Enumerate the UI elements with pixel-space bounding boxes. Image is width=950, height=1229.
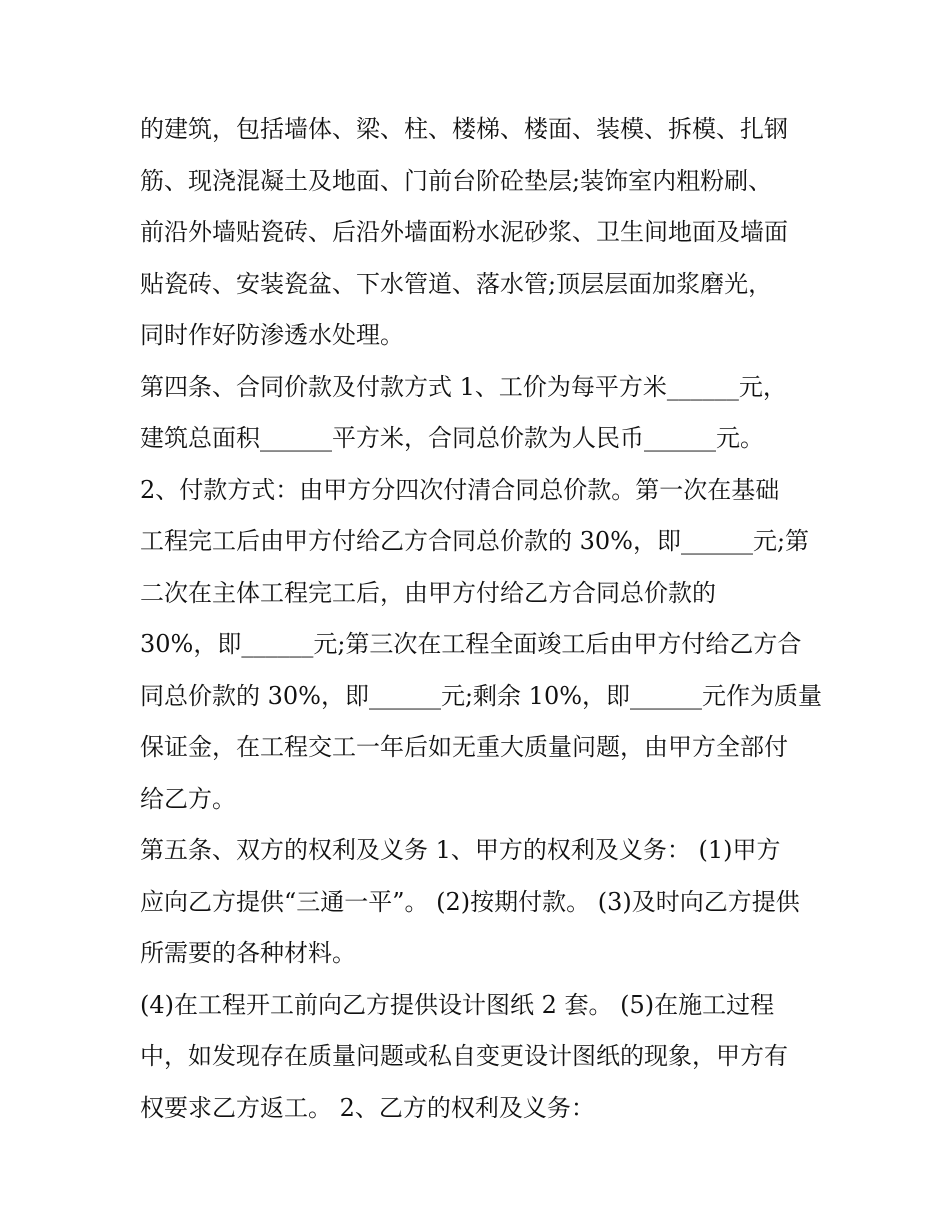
text-line: 同总价款的 30%，即______元;剩余 10%，即______元作为质量	[140, 681, 823, 710]
text-line: 二次在主体工程完工后，由甲方付给乙方合同总价款的	[140, 578, 716, 607]
text-line: 应向乙方提供“三通一平”。 (2)按期付款。 (3)及时向乙方提供	[140, 887, 800, 916]
payment-method-line: 2、付款方式：由甲方分四次付清合同总价款。第一次在基础	[140, 475, 780, 504]
article-four-heading-line: 第四条、合同价款及付款方式 1、工价为每平方米______元，	[140, 372, 787, 401]
text-line: 同时作好防渗透水处理。	[140, 321, 404, 349]
text-line: 前沿外墙贴瓷砖、后沿外墙面粉水泥砂浆、卫生间地面及墙面	[140, 218, 788, 246]
text-line: 中，如发现存在质量问题或私自变更设计图纸的现象，甲方有	[140, 1042, 788, 1070]
text-line: 贴瓷砖、安装瓷盆、下水管道、落水管;顶层层面加浆磨光，	[140, 269, 773, 298]
text-line: 给乙方。	[140, 784, 236, 813]
text-line: (4)在工程开工前向乙方提供设计图纸 2 套。 (5)在施工过程	[140, 990, 775, 1019]
text-line: 工程完工后由甲方付给乙方合同总价款的 30%，即______元;第	[140, 527, 810, 555]
text-line: 30%，即______元;第三次在工程全面竣工后由甲方付给乙方合	[140, 630, 802, 658]
text-line: 的建筑，包括墙体、梁、柱、楼梯、楼面、装模、拆模、扎钢	[140, 115, 788, 143]
text-line: 所需要的各种材料。	[140, 939, 356, 967]
contract-text	[140, 104, 823, 1134]
text-line: 建筑总面积______平方米，合同总价款为人民币______元。	[140, 424, 764, 452]
article-five-heading-line: 第五条、双方的权利及义务 1、甲方的权利及义务： (1)甲方	[140, 836, 781, 864]
text-line: 筋、现浇混凝土及地面、门前台阶砼垫层;装饰室内粗粉刷、	[140, 166, 773, 195]
text-line: 权要求乙方返工。 2、乙方的权利及义务：	[140, 1093, 595, 1122]
text-line: 保证金，在工程交工一年后如无重大质量问题，由甲方全部付	[140, 733, 788, 761]
